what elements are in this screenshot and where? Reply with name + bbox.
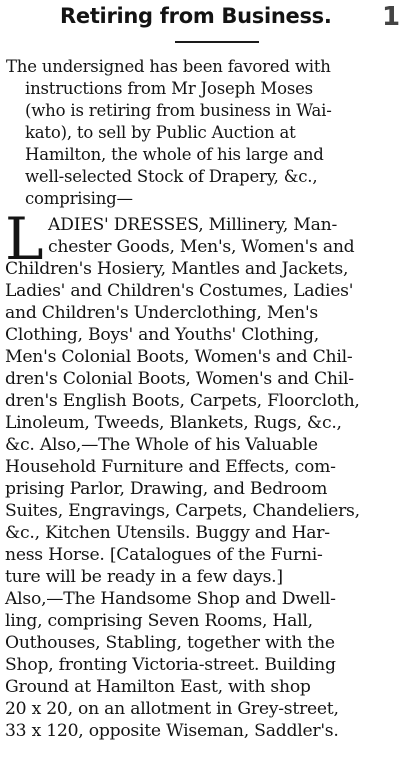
body-line: Shop, fronting Victoria-street. Building bbox=[5, 655, 336, 675]
body-line: prising Parlor, Drawing, and Bedroom bbox=[5, 479, 328, 499]
intro-line: kato), to sell by Public Auction at bbox=[25, 123, 296, 142]
intro-line: comprising— bbox=[25, 189, 133, 208]
body-line: Clothing, Boys' and Youths' Clothing, bbox=[5, 325, 319, 345]
body-line: Children's Hosiery, Mantles and Jackets, bbox=[5, 259, 349, 279]
intro-line: The undersigned has been favored with bbox=[6, 57, 331, 76]
body-line: Also,—The Handsome Shop and Dwell- bbox=[5, 589, 336, 609]
intro-line: (who is retiring from business in Wai- bbox=[25, 101, 332, 120]
body-line: and Children's Underclothing, Men's bbox=[5, 303, 318, 323]
body-line: ture will be ready in a few days.] bbox=[5, 567, 283, 587]
body-line: Men's Colonial Boots, Women's and Chil- bbox=[5, 347, 353, 367]
body-line: chester Goods, Men's, Women's and bbox=[48, 237, 355, 257]
intro-line: well-selected Stock of Drapery, &c., bbox=[25, 167, 318, 186]
body-line: 20 x 20, on an allotment in Grey-street, bbox=[5, 699, 339, 719]
body-line: ness Horse. [Catalogues of the Furni- bbox=[5, 545, 323, 565]
body-line: Ladies' and Children's Costumes, Ladies' bbox=[5, 281, 354, 301]
title-underline bbox=[175, 41, 259, 43]
corner-mark: 1 bbox=[382, 2, 401, 32]
body-line: &c. Also,—The Whole of his Valuable bbox=[5, 435, 318, 455]
intro-line: instructions from Mr Joseph Moses bbox=[25, 79, 313, 98]
body-line: Household Furniture and Effects, com- bbox=[5, 457, 336, 477]
body-line: Outhouses, Stabling, together with the bbox=[5, 633, 335, 653]
body-line: ADIES' DRESSES, Millinery, Man- bbox=[48, 215, 338, 235]
body-line: ling, comprising Seven Rooms, Hall, bbox=[5, 611, 313, 631]
drop-cap-letter: L bbox=[5, 205, 44, 273]
intro-line: Hamilton, the whole of his large and bbox=[25, 145, 324, 164]
advertisement-title: Retiring from Business. bbox=[60, 4, 332, 28]
body-line: dren's English Boots, Carpets, Floorcloth, bbox=[5, 391, 360, 411]
body-line: 33 x 120, opposite Wiseman, Saddler's. bbox=[5, 721, 339, 741]
body-line: Ground at Hamilton East, with shop bbox=[5, 677, 311, 697]
body-line: &c., Kitchen Utensils. Buggy and Har- bbox=[5, 523, 330, 543]
body-line: dren's Colonial Boots, Women's and Chil- bbox=[5, 369, 354, 389]
body-line: Suites, Engravings, Carpets, Chandeliers, bbox=[5, 501, 360, 521]
body-line: Linoleum, Tweeds, Blankets, Rugs, &c., bbox=[5, 413, 342, 433]
